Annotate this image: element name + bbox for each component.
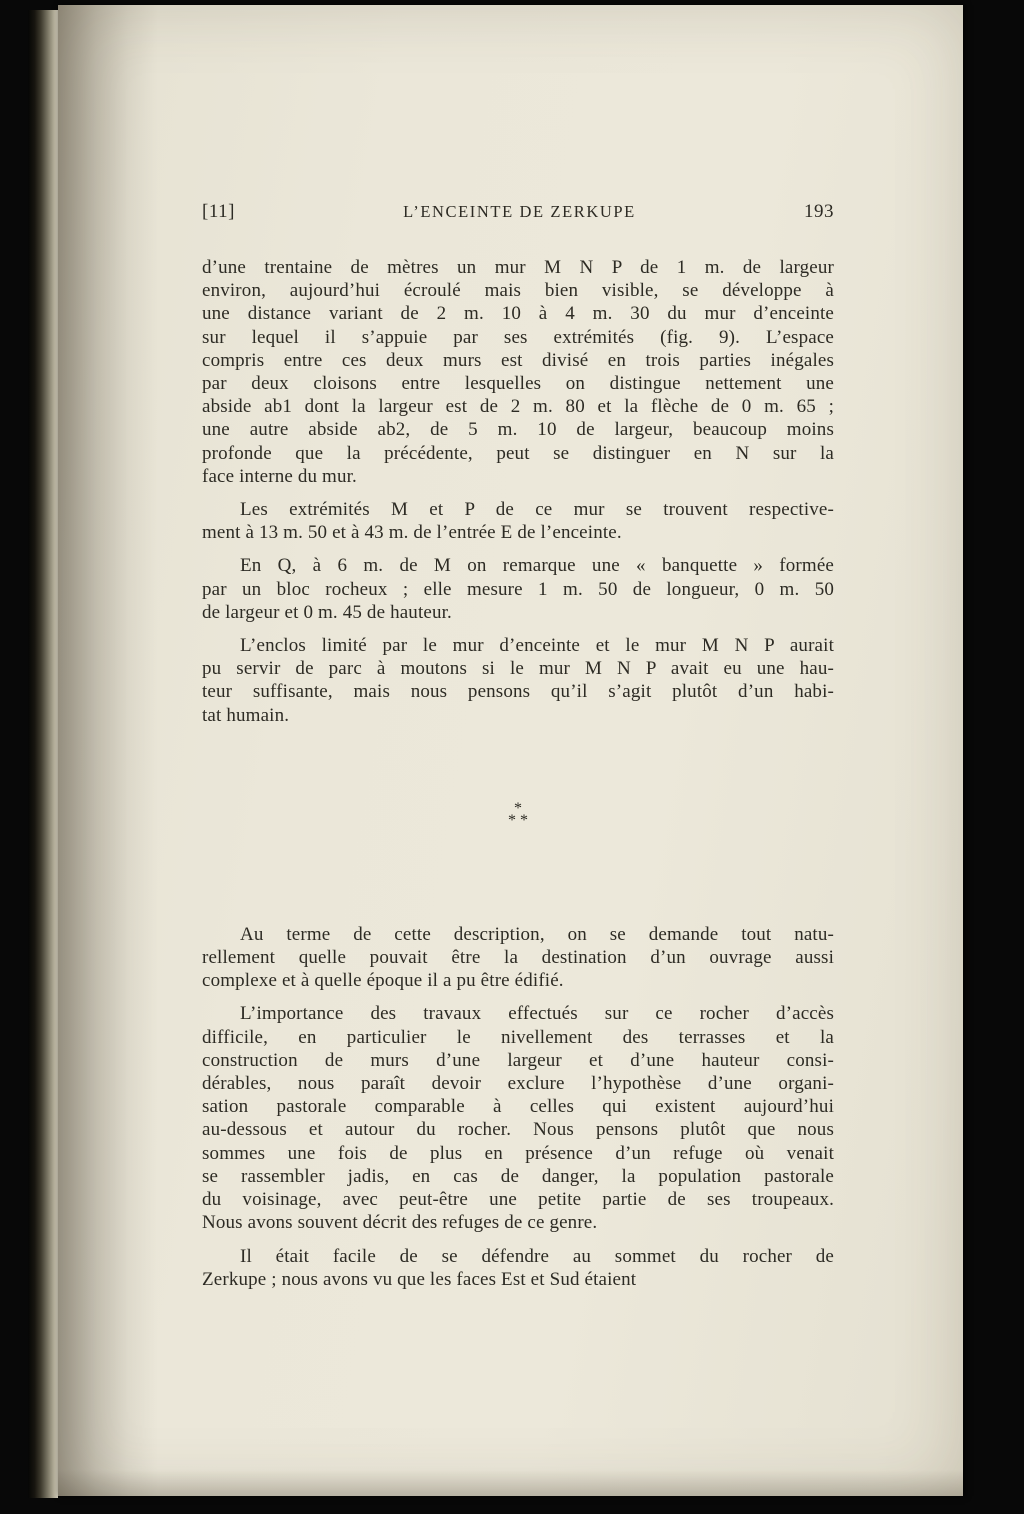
text-line: Zerkupe ; nous avons vu que les faces Est et Sud étaient bbox=[202, 1268, 637, 1290]
text-line: teur suffisante, mais nous pensons qu’il s’agit plutôt d’un habi- bbox=[202, 681, 834, 703]
paragraph bbox=[202, 634, 834, 727]
text-line: Les extrémités M et P de ce mur se trouvent respective- bbox=[240, 499, 834, 521]
text-line: abside ab1 dont la largeur est de 2 m. 80 et la flèche de 0 m. 65 ; bbox=[202, 396, 834, 418]
section-divider bbox=[202, 799, 834, 829]
text-line: En Q, à 6 m. de M on remarque une « banquette » formée bbox=[240, 555, 834, 577]
text-line: sation pastorale comparable à celles qui existent aujourd’hui bbox=[202, 1096, 834, 1118]
text-line: ment à 13 m. 50 et à 43 m. de l’entrée E de l’enceinte. bbox=[202, 522, 622, 544]
book-page bbox=[58, 5, 963, 1496]
text-line: de largeur et 0 m. 45 de hauteur. bbox=[202, 601, 452, 623]
text-line: profonde que la précédente, peut se distinguer en N sur la bbox=[202, 442, 834, 464]
text-line: une distance variant de 2 m. 10 à 4 m. 30 du mur d’enceinte bbox=[202, 303, 834, 325]
header-running-title: L’ENCEINTE DE ZERKUPE bbox=[403, 202, 636, 221]
paragraph bbox=[202, 498, 834, 544]
paragraph bbox=[202, 256, 834, 488]
text-line: environ, aujourd’hui écroulé mais bien visible, se développe à bbox=[202, 280, 834, 302]
text-line: pu servir de parc à moutons si le mur M N P avait eu une hau- bbox=[202, 658, 834, 680]
header-section-number: [11] bbox=[202, 201, 235, 222]
text-line: L’enclos limité par le mur d’enceinte et le mur M N P aurait bbox=[240, 635, 834, 657]
text-line: une autre abside ab2, de 5 m. 10 de largeur, beaucoup moins bbox=[202, 419, 834, 441]
text-line: sur lequel il s’appuie par ses extrémités (fig. 9). L’espace bbox=[202, 326, 834, 348]
text-line: Au terme de cette description, on se demande tout natu- bbox=[240, 923, 834, 945]
text-line: au-dessous et autour du rocher. Nous pensons plutôt que nous bbox=[202, 1119, 834, 1141]
page-content bbox=[202, 201, 834, 1301]
text-line: dérables, nous paraît devoir exclure l’hypothèse d’une organi- bbox=[202, 1073, 834, 1095]
text-line: d’une trentaine de mètres un mur M N P de 1 m. de largeur bbox=[202, 257, 834, 278]
text-line: tat humain. bbox=[202, 704, 290, 726]
paragraph bbox=[202, 1245, 834, 1291]
text-line: L’importance des travaux effectués sur ce rocher d’accès bbox=[240, 1003, 834, 1025]
text-line: Il était facile de se défendre au sommet du rocher de bbox=[240, 1245, 834, 1267]
paragraph bbox=[202, 923, 834, 993]
spine-shadow bbox=[58, 5, 158, 1496]
text-line: se rassembler jadis, en cas de danger, la population pastorale bbox=[202, 1165, 834, 1187]
text-line: construction de murs d’une largeur et d’une hauteur consi- bbox=[202, 1049, 834, 1071]
divider-asterisk-bottom: ** bbox=[508, 811, 532, 829]
text-line: compris entre ces deux murs est divisé en trois parties inégales bbox=[202, 349, 834, 371]
divider-asterisk-top: * bbox=[514, 799, 522, 817]
paragraph bbox=[202, 554, 834, 624]
text-line: difficile, en particulier le nivellement des terrasses et la bbox=[202, 1026, 834, 1048]
text-line: Nous avons souvent décrit des refuges de ce genre. bbox=[202, 1212, 598, 1234]
page-header bbox=[202, 201, 834, 223]
text-block bbox=[202, 256, 834, 1291]
text-line: par un bloc rocheux ; elle mesure 1 m. 50 de longueur, 0 m. 50 bbox=[202, 578, 834, 600]
text-line: sommes une fois de plus en présence d’un refuge où venait bbox=[202, 1142, 834, 1164]
text-line: complexe et à quelle époque il a pu être édifié. bbox=[202, 970, 564, 992]
text-line: face interne du mur. bbox=[202, 465, 357, 487]
text-line: du voisinage, avec peut-être une petite partie de ses troupeaux. bbox=[202, 1189, 834, 1211]
page-edge-stack bbox=[28, 10, 58, 1498]
header-page-number: 193 bbox=[803, 201, 834, 222]
text-line: rellement quelle pouvait être la destination d’un ouvrage aussi bbox=[202, 947, 834, 969]
paragraph bbox=[202, 1002, 834, 1234]
text-line: par deux cloisons entre lesquelles on distingue nettement une bbox=[202, 373, 834, 395]
bottom-vignette bbox=[58, 1470, 963, 1496]
